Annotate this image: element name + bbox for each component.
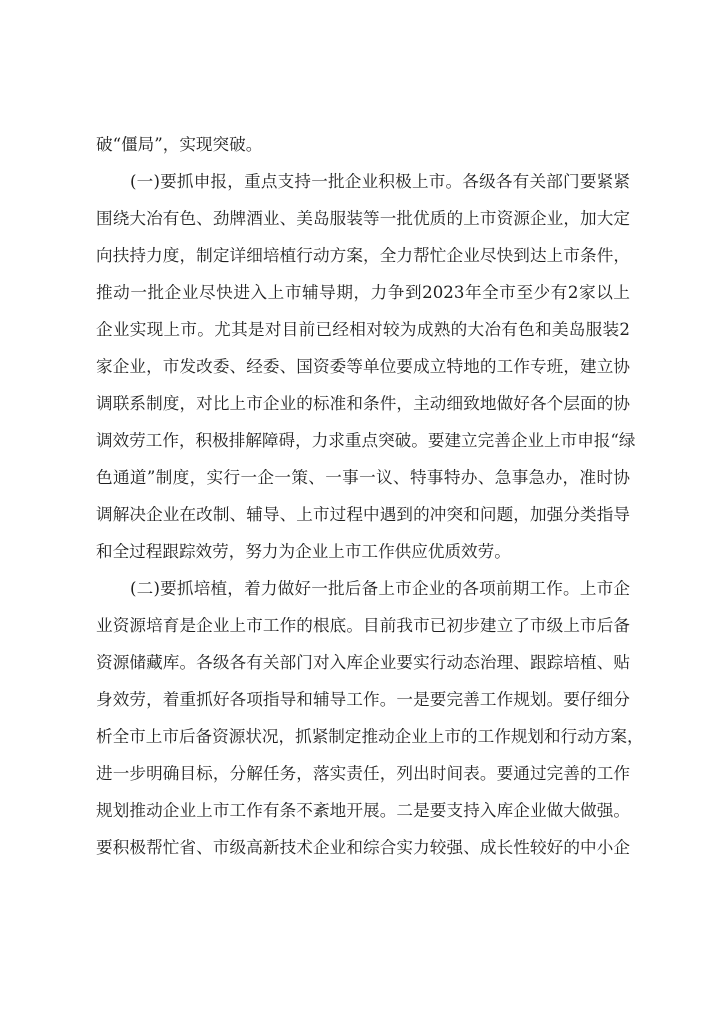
text-line: 色通道”制度，实行一企一策、一事一议、特事特办、急事急办，准时协	[96, 468, 630, 487]
text-line: 析全市上市后备资源状况，抓紧制定推动企业上市的工作规划和行动方案，	[96, 727, 644, 746]
text-line: 调解决企业在改制、辅导、上市过程中遇到的冲突和问题，加强分类指导	[96, 505, 630, 524]
text-line: 破“僵局”，实现突破。	[96, 135, 263, 154]
paragraph-1-first-line: (一)要抓申报，重点支持一批企业积极上市。各级各有关部门要紧紧	[130, 172, 630, 191]
text-line: 要积极帮忙省、市级高新技术企业和综合实力较强、成长性较好的中小企	[96, 838, 630, 857]
text-line: 规划推动企业上市工作有条不紊地开展。二是要支持入库企业做大做强。	[96, 801, 630, 820]
text-line: 企业实现上市。尤其是对目前已经相对较为成熟的大冶有色和美岛服装2	[96, 320, 630, 339]
text-line: 家企业，市发改委、经委、国资委等单位要成立特地的工作专班，建立协	[96, 357, 630, 376]
text-line: 和全过程跟踪效劳，努力为企业上市工作供应优质效劳。	[96, 542, 511, 561]
text-line: 推动一批企业尽快进入上市辅导期，力争到2023年全市至少有2家以上	[96, 283, 630, 302]
text-line: 围绕大冶有色、劲牌酒业、美岛服装等一批优质的上市资源企业，加大定	[96, 209, 630, 228]
text-line: 向扶持力度，制定详细培植行动方案，全力帮忙企业尽快到达上市条件，	[96, 246, 630, 265]
text-line: 调联系制度，对比上市企业的标准和条件，主动细致地做好各个层面的协	[96, 394, 630, 413]
text-line: 进一步明确目标，分解任务，落实责任，列出时间表。要通过完善的工作	[96, 764, 630, 783]
text-line: 业资源培育是企业上市工作的根底。目前我市已初步建立了市级上市后备	[96, 616, 630, 635]
text-line: 调效劳工作，积极排解障碍，力求重点突破。要建立完善企业上市申报“绿	[96, 431, 636, 450]
text-line: 资源储藏库。各级各有关部门对入库企业要实行动态治理、跟踪培植、贴	[96, 653, 630, 672]
paragraph-2-first-line: (二)要抓培植，着力做好一批后备上市企业的各项前期工作。上市企	[130, 579, 630, 598]
text-line: 身效劳，着重抓好各项指导和辅导工作。一是要完善工作规划。要仔细分	[96, 690, 630, 709]
